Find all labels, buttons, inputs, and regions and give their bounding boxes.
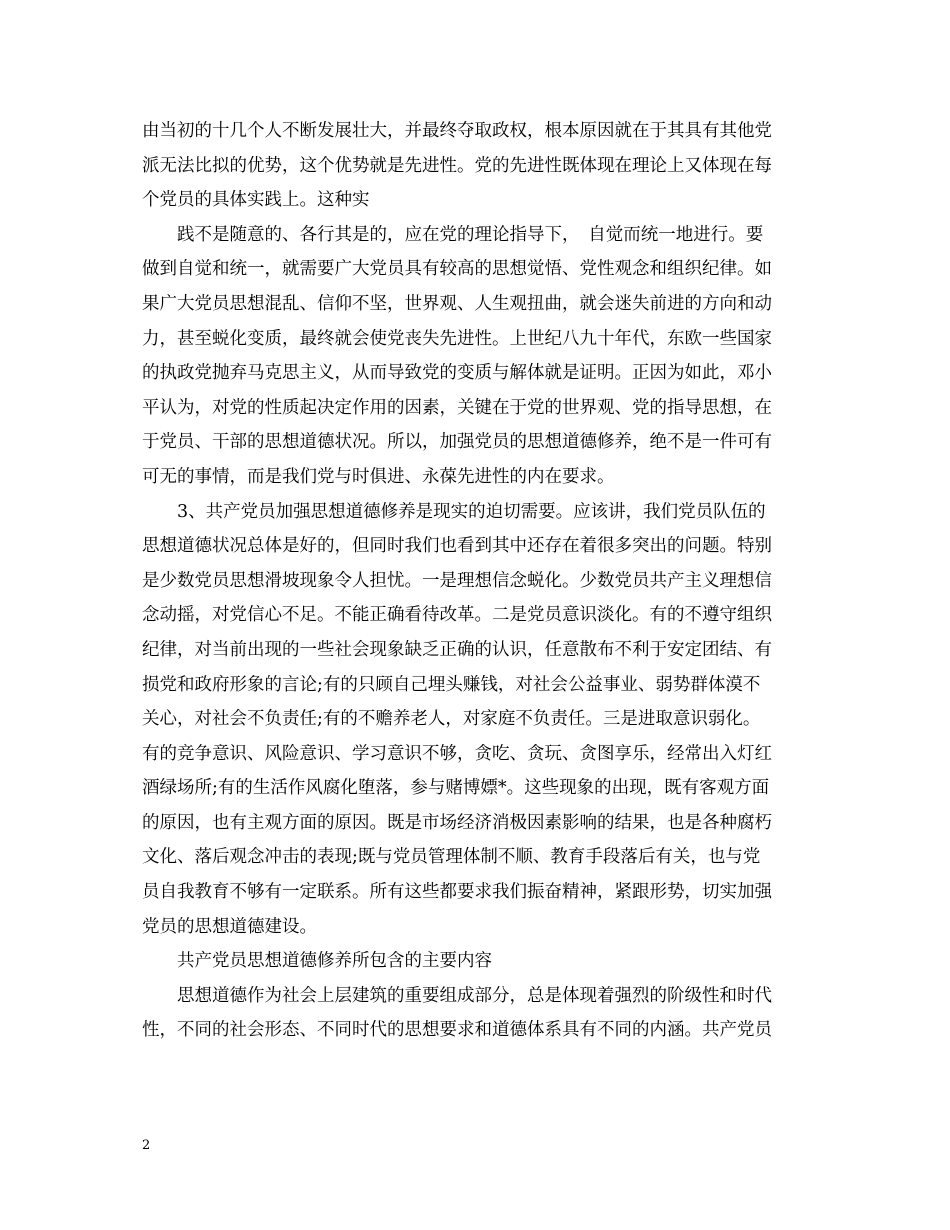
document-body — [142, 114, 812, 1048]
page-number: 2 — [142, 1138, 151, 1153]
text-line: 是少数党员思想滑坡现象令人担忧。一是理想信念蜕化。少数党员共产主义理想信 — [142, 570, 772, 591]
text-line: 酒绿场所;有的生活作风腐化堕落，参与赌博嫖*。这些现象的出现，既有客观方面 — [142, 778, 770, 799]
text-line: 派无法比拟的优势，这个优势就是先进性。党的先进性既体现在理论上又体现在每 — [142, 155, 772, 176]
text-line: 性，不同的社会形态、不同时代的思想要求和道德体系具有不同的内涵。共产党员 — [142, 1020, 772, 1041]
text-line: 文化、落后观念冲击的表现;既与党员管理体制不顺、教育手段落后有关，也与党 — [142, 847, 761, 868]
text-line: 做到自觉和统一，就需要广大党员具有较高的思想觉悟、党性观念和组织纪律。如 — [142, 259, 772, 280]
text-line: 损党和政府形象的言论;有的只顾自己埋头赚钱，对社会公益事业、弱势群体漠不 — [142, 674, 761, 695]
text-line: 员自我教育不够有一定联系。所有这些都要求我们振奋精神，紧跟形势，切实加强 — [142, 882, 772, 903]
text-line: 念动摇，对党信心不足。不能正确看待改革。二是党员意识淡化。有的不遵守组织 — [142, 605, 772, 626]
text-line: 力，甚至蜕化变质，最终就会使党丧失先进性。上世纪八九十年代，东欧一些国家 — [142, 328, 772, 349]
text-line: 党员的思想道德建设。 — [142, 916, 317, 937]
text-line: 思想道德状况总体是好的，但同时我们也看到其中还存在着很多突出的问题。特别 — [142, 536, 772, 557]
text-line: 3、共产党员加强思想道德修养是现实的迫切需要。应该讲，我们党员队伍的 — [177, 501, 766, 522]
text-line: 践不是随意的、各行其是的，应在党的理论指导下， 自觉而统一地进行。要 — [177, 224, 764, 245]
text-line: 纪律，对当前出现的一些社会现象缺乏正确的认识，任意散布不利于安定团结、有 — [142, 639, 772, 660]
text-line: 的执政党抛弃马克思主义，从而导致党的变质与解体就是证明。正因为如此，邓小 — [142, 363, 772, 384]
text-line: 的原因，也有主观方面的原因。既是市场经济消极因素影响的结果，也是各种腐朽 — [142, 812, 772, 833]
text-line: 个党员的具体实践上。这种实 — [142, 190, 370, 211]
text-line: 关心，对社会不负责任;有的不赡养老人，对家庭不负责任。三是进取意识弱化。 — [142, 709, 761, 730]
text-line: 有的竞争意识、风险意识、学习意识不够，贪吃、贪玩、贪图享乐，经常出入灯红 — [142, 743, 772, 764]
text-line: 果广大党员思想混乱、信仰不坚，世界观、人生观扭曲，就会迷失前进的方向和动 — [142, 293, 772, 314]
text-line: 思想道德作为社会上层建筑的重要组成部分，总是体现着强烈的阶级性和时代 — [177, 985, 772, 1006]
text-line: 平认为，对党的性质起决定作用的因素，关键在于党的世界观、党的指导思想，在 — [142, 397, 772, 418]
text-line: 可无的事情，而是我们党与时俱进、永葆先进性的内在要求。 — [142, 466, 615, 487]
section-heading: 共产党员思想道德修养所包含的主要内容 — [177, 951, 492, 972]
text-line: 于党员、干部的思想道德状况。所以，加强党员的思想道德修养，绝不是一件可有 — [142, 432, 772, 453]
text-line: 由当初的十几个人不断发展壮大，并最终夺取政权，根本原因就在于其具有其他党 — [142, 121, 772, 141]
